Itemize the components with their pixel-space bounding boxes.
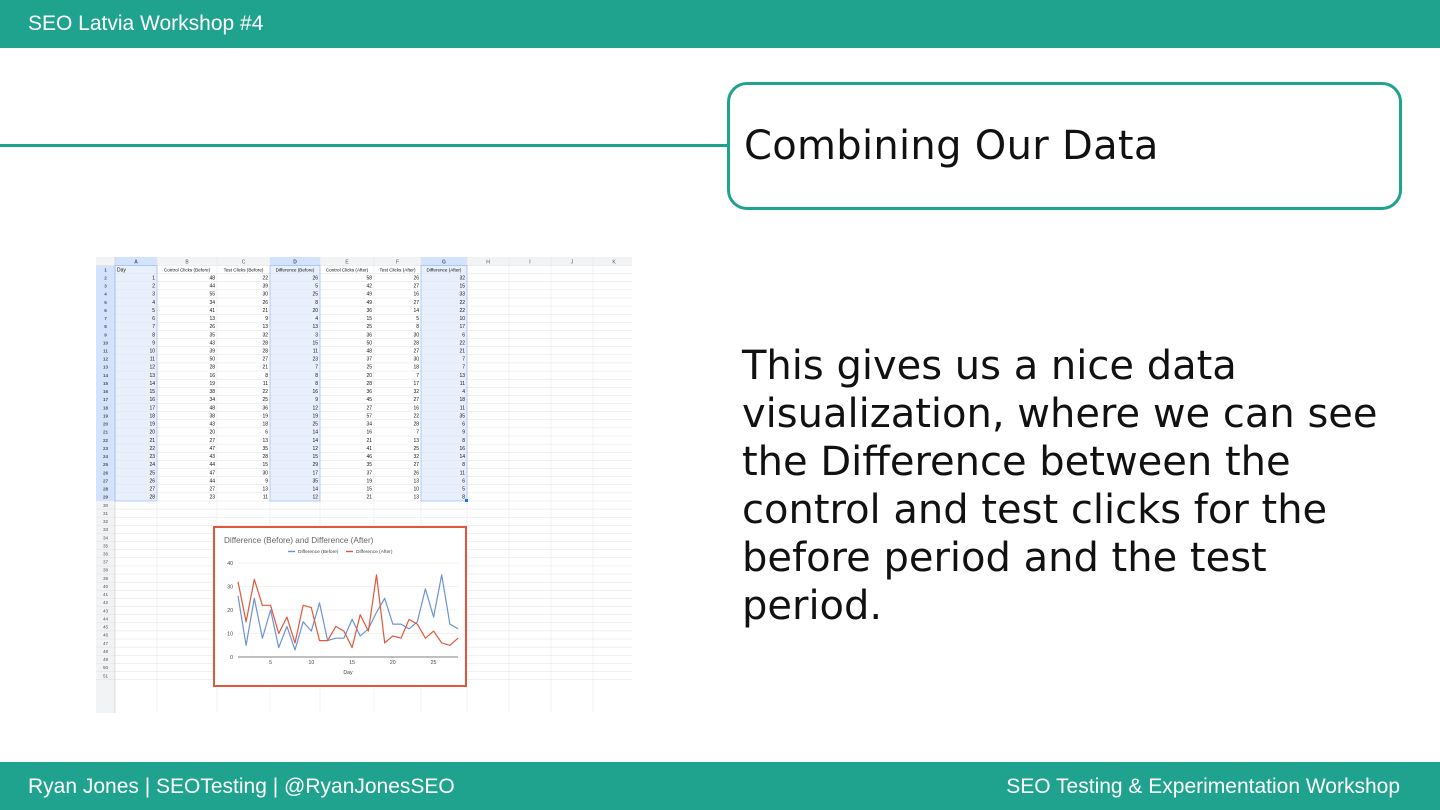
data-cell: 42 [366, 283, 372, 290]
data-cell: 27 [413, 283, 419, 290]
column-letter: E [345, 259, 349, 266]
data-cell: 11 [459, 405, 465, 412]
data-cell: 13 [149, 372, 155, 379]
data-cell: 13 [413, 478, 419, 485]
data-cell: 32 [413, 389, 419, 396]
y-tick-label: 10 [227, 631, 233, 638]
row-number: 28 [102, 486, 109, 492]
data-cell: 22 [262, 275, 268, 282]
data-cell: 55 [209, 291, 215, 298]
row-number: 32 [102, 519, 109, 525]
data-cell: 6 [462, 478, 465, 485]
row-number: 44 [102, 616, 109, 622]
data-cell: 8 [152, 332, 155, 339]
data-cell: 26 [209, 324, 215, 331]
x-axis-label: Day [343, 670, 353, 676]
data-cell: 44 [209, 283, 215, 290]
data-cell: 2 [152, 283, 155, 290]
data-cell: 23 [149, 454, 155, 461]
data-cell: 17 [149, 405, 155, 412]
data-cell: 49 [366, 291, 372, 298]
data-cell: 12 [312, 405, 318, 412]
data-cell: 7 [462, 356, 465, 363]
data-cell: 27 [209, 437, 215, 444]
row-number: 50 [102, 665, 109, 671]
data-cell: 10 [459, 316, 465, 323]
row-number: 9 [104, 332, 107, 338]
data-cell: 22 [459, 307, 465, 314]
data-cell: 28 [209, 364, 215, 371]
data-cell: 27 [413, 462, 419, 469]
data-cell: 33 [459, 291, 465, 298]
data-cell: 25 [413, 445, 419, 452]
data-cell: 22 [149, 445, 155, 452]
data-cell: 11 [262, 380, 268, 387]
data-cell: 11 [149, 356, 155, 363]
data-cell: 25 [366, 364, 372, 371]
data-cell: 17 [413, 380, 419, 387]
data-cell: 48 [366, 348, 372, 355]
data-cell: 11 [459, 380, 465, 387]
x-tick-label: 10 [308, 660, 315, 666]
header-cell: Control Clicks (Before) [163, 267, 211, 273]
data-cell: 7 [152, 324, 155, 331]
row-number: 6 [104, 307, 107, 313]
data-cell: 14 [149, 380, 155, 387]
data-cell: 15 [149, 389, 155, 396]
data-cell: 37 [366, 356, 372, 363]
data-cell: 19 [312, 413, 318, 420]
data-cell: 3 [315, 332, 318, 339]
data-cell: 10 [413, 486, 419, 493]
data-cell: 35 [312, 478, 318, 485]
row-number: 39 [102, 575, 109, 581]
chart-frame [214, 527, 466, 686]
data-cell: 9 [265, 316, 268, 323]
data-cell: 14 [312, 429, 318, 436]
data-cell: 21 [262, 307, 268, 314]
data-cell: 13 [413, 494, 419, 501]
row-number: 14 [102, 372, 109, 378]
data-cell: 8 [265, 372, 268, 379]
data-cell: 16 [312, 389, 318, 396]
row-number: 34 [102, 535, 109, 541]
data-cell: 26 [312, 275, 318, 282]
data-cell: 11 [312, 348, 318, 355]
data-cell: 22 [262, 389, 268, 396]
data-cell: 27 [262, 356, 268, 363]
chart-title: Difference (Before) and Difference (After) [224, 536, 374, 545]
data-cell: 19 [149, 421, 155, 428]
data-cell: 32 [262, 332, 268, 339]
y-tick-label: 30 [227, 584, 233, 591]
data-cell: 16 [149, 397, 155, 404]
data-cell: 15 [262, 462, 268, 469]
data-cell: 30 [262, 470, 268, 477]
row-number: 27 [102, 478, 109, 484]
data-cell: 14 [312, 486, 318, 493]
data-cell: 8 [462, 494, 465, 501]
data-cell: 47 [209, 445, 215, 452]
x-tick-label: 5 [269, 660, 273, 666]
data-cell: 17 [312, 470, 318, 477]
row-number: 46 [102, 632, 109, 638]
row-number: 17 [102, 397, 109, 403]
y-tick-label: 0 [230, 654, 233, 661]
row-number: 47 [102, 640, 109, 646]
data-cell: 8 [315, 299, 318, 306]
data-cell: 30 [413, 356, 419, 363]
data-cell: 15 [459, 283, 465, 290]
data-cell: 21 [149, 437, 155, 444]
row-number: 12 [102, 356, 109, 362]
data-cell: 11 [459, 470, 465, 477]
row-number: 3 [104, 283, 107, 289]
data-cell: 28 [262, 348, 268, 355]
x-tick-label: 15 [349, 660, 355, 666]
fill-handle [465, 499, 468, 502]
data-cell: 46 [366, 454, 372, 461]
column-letter: C [241, 259, 246, 266]
spreadsheet-svg [96, 257, 632, 713]
data-cell: 37 [366, 470, 372, 477]
row-number: 19 [102, 413, 109, 419]
data-cell: 15 [312, 340, 318, 347]
data-cell: 5 [315, 283, 318, 290]
footer-bar [0, 762, 1440, 810]
legend-label-before: Difference (Before) [298, 550, 339, 555]
header-cell: Day [117, 267, 126, 274]
row-number: 23 [102, 445, 109, 451]
data-cell: 7 [416, 429, 419, 436]
row-number: 25 [102, 462, 109, 468]
spreadsheet-screenshot [96, 257, 632, 713]
data-cell: 9 [152, 340, 155, 347]
header-cell: Difference (Before) [275, 267, 315, 273]
y-tick-label: 20 [227, 607, 233, 614]
column-letter: K [612, 259, 616, 266]
data-cell: 13 [459, 372, 465, 379]
data-cell: 9 [265, 478, 268, 485]
row-number: 16 [102, 389, 109, 395]
data-cell: 13 [312, 324, 318, 331]
row-number: 26 [102, 470, 109, 476]
data-cell: 41 [209, 307, 215, 314]
data-cell: 28 [262, 454, 268, 461]
row-number: 8 [104, 324, 107, 330]
header-bar [0, 0, 1440, 48]
header-title: SEO Latvia Workshop #4 [28, 12, 264, 35]
data-cell: 6 [462, 332, 465, 339]
data-cell: 34 [209, 397, 215, 404]
data-cell: 44 [209, 478, 215, 485]
data-cell: 8 [315, 372, 318, 379]
data-cell: 28 [413, 340, 419, 347]
data-cell: 7 [315, 364, 318, 371]
data-cell: 10 [149, 348, 155, 355]
data-cell: 28 [413, 421, 419, 428]
data-cell: 7 [416, 372, 419, 379]
data-cell: 18 [262, 421, 268, 428]
row-number: 1 [104, 267, 107, 273]
data-cell: 49 [366, 299, 372, 306]
data-cell: 27 [366, 405, 372, 412]
row-number: 51 [102, 673, 109, 679]
row-number: 42 [102, 600, 109, 606]
data-cell: 9 [462, 429, 465, 436]
data-cell: 11 [262, 494, 268, 501]
data-cell: 1 [152, 275, 155, 282]
row-number: 33 [102, 527, 109, 533]
data-cell: 6 [462, 421, 465, 428]
row-number: 43 [102, 608, 109, 614]
column-letter: H [486, 259, 490, 266]
data-cell: 27 [413, 348, 419, 355]
data-cell: 16 [209, 372, 215, 379]
row-number: 31 [102, 510, 109, 516]
data-cell: 44 [209, 462, 215, 469]
data-cell: 25 [149, 470, 155, 477]
column-letter: J [570, 259, 574, 266]
data-cell: 20 [312, 307, 318, 314]
data-cell: 32 [413, 454, 419, 461]
data-cell: 18 [413, 364, 419, 371]
data-cell: 28 [149, 494, 155, 501]
data-cell: 15 [312, 454, 318, 461]
data-cell: 24 [149, 462, 155, 469]
data-cell: 34 [366, 421, 372, 428]
row-number: 10 [102, 340, 109, 346]
row-number: 21 [102, 429, 109, 435]
data-cell: 29 [312, 462, 318, 469]
data-cell: 22 [459, 340, 465, 347]
data-cell: 36 [366, 389, 372, 396]
data-cell: 4 [152, 299, 155, 306]
column-letter: F [395, 259, 400, 266]
data-cell: 5 [152, 307, 155, 314]
data-cell: 25 [312, 421, 318, 428]
data-cell: 13 [262, 324, 268, 331]
row-number: 30 [102, 502, 109, 508]
row-number: 40 [102, 583, 109, 589]
data-cell: 16 [413, 291, 419, 298]
header-cell: Difference (After) [426, 267, 462, 273]
header-cell: Test Clicks (Before) [223, 267, 264, 273]
footer-author: Ryan Jones | SEOTesting | @RyanJonesSEO [28, 775, 455, 798]
data-cell: 4 [462, 389, 465, 396]
row-number: 45 [102, 624, 109, 630]
column-letter: B [185, 259, 189, 266]
data-cell: 36 [366, 307, 372, 314]
row-number: 36 [102, 551, 109, 557]
data-cell: 28 [262, 340, 268, 347]
data-cell: 50 [209, 356, 215, 363]
data-cell: 20 [366, 372, 372, 379]
data-cell: 14 [312, 437, 318, 444]
row-number: 41 [102, 592, 109, 598]
data-cell: 5 [416, 316, 419, 323]
row-number: 22 [102, 437, 109, 443]
data-cell: 13 [262, 437, 268, 444]
data-cell: 5 [462, 486, 465, 493]
data-cell: 21 [459, 348, 465, 355]
column-letter: A [134, 259, 138, 266]
row-number: 38 [102, 567, 109, 573]
data-cell: 36 [366, 332, 372, 339]
data-cell: 20 [209, 429, 215, 436]
data-cell: 27 [209, 486, 215, 493]
data-cell: 6 [152, 316, 155, 323]
data-cell: 25 [366, 324, 372, 331]
data-cell: 9 [315, 397, 318, 404]
data-cell: 7 [462, 364, 465, 371]
header-cell: Test Clicks (After) [379, 267, 416, 273]
data-cell: 12 [149, 364, 155, 371]
data-cell: 36 [262, 405, 268, 412]
column-letter: I [529, 259, 531, 266]
row-number: 20 [102, 421, 109, 427]
row-number: 15 [102, 380, 109, 386]
row-number: 35 [102, 543, 109, 549]
data-cell: 19 [209, 380, 215, 387]
data-cell: 32 [459, 275, 465, 282]
row-number: 29 [102, 494, 109, 500]
data-cell: 58 [366, 275, 372, 282]
data-cell: 13 [262, 486, 268, 493]
data-cell: 4 [315, 316, 318, 323]
data-cell: 41 [366, 445, 372, 452]
data-cell: 35 [366, 462, 372, 469]
data-cell: 21 [366, 437, 372, 444]
data-cell: 43 [209, 421, 215, 428]
data-cell: 12 [312, 445, 318, 452]
data-cell: 26 [413, 275, 419, 282]
row-number: 7 [104, 316, 107, 322]
data-cell: 14 [413, 307, 419, 314]
row-number: 5 [104, 299, 107, 305]
data-cell: 13 [413, 437, 419, 444]
data-cell: 15 [366, 486, 372, 493]
x-tick-label: 20 [389, 660, 396, 666]
slide-body-text: This gives us a nice data visualization, where we can see the Difference between the control and test clicks for the before period and the test period. [742, 343, 1378, 629]
data-cell: 50 [366, 340, 372, 347]
data-cell: 26 [262, 299, 268, 306]
row-number: 11 [103, 348, 108, 354]
data-cell: 8 [416, 324, 419, 331]
data-cell: 19 [262, 413, 268, 420]
data-cell: 12 [312, 494, 318, 501]
data-cell: 35 [459, 413, 465, 420]
data-cell: 47 [209, 470, 215, 477]
data-cell: 43 [209, 340, 215, 347]
data-cell: 27 [149, 486, 155, 493]
data-cell: 48 [209, 405, 215, 412]
data-cell: 26 [413, 470, 419, 477]
data-cell: 26 [149, 478, 155, 485]
data-cell: 3 [152, 291, 155, 298]
data-cell: 27 [413, 299, 419, 306]
data-cell: 8 [315, 380, 318, 387]
data-cell: 19 [366, 478, 372, 485]
data-cell: 57 [366, 413, 372, 420]
header-cell: Control Clicks (After) [325, 267, 369, 273]
data-cell: 8 [462, 437, 465, 444]
data-cell: 16 [459, 445, 465, 452]
row-number: 13 [102, 364, 109, 370]
data-cell: 21 [262, 364, 268, 371]
row-number: 24 [102, 454, 109, 460]
data-cell: 15 [366, 316, 372, 323]
data-cell: 21 [366, 494, 372, 501]
data-cell: 43 [209, 454, 215, 461]
data-cell: 20 [149, 429, 155, 436]
data-cell: 8 [462, 462, 465, 469]
row-number: 37 [102, 559, 109, 565]
data-cell: 17 [459, 324, 465, 331]
row-number: 2 [104, 275, 107, 281]
data-cell: 35 [209, 332, 215, 339]
data-cell: 6 [265, 429, 268, 436]
column-header-bg [96, 257, 632, 266]
legend-label-after: Difference (After) [356, 550, 393, 555]
data-cell: 25 [312, 291, 318, 298]
data-cell: 23 [312, 356, 318, 363]
data-cell: 23 [209, 494, 215, 501]
slide-title: Combining Our Data [744, 123, 1159, 169]
data-cell: 38 [209, 389, 215, 396]
data-cell: 13 [209, 316, 215, 323]
data-cell: 18 [149, 413, 155, 420]
title-connector-line [0, 144, 730, 147]
data-cell: 34 [209, 299, 215, 306]
y-tick-label: 40 [227, 560, 233, 567]
x-tick-label: 25 [430, 660, 437, 666]
data-cell: 38 [209, 413, 215, 420]
column-letter: G [442, 259, 446, 266]
data-cell: 16 [366, 429, 372, 436]
footer-workshop: SEO Testing & Experimentation Workshop [1006, 775, 1400, 798]
data-cell: 28 [366, 380, 372, 387]
data-cell: 27 [413, 397, 419, 404]
data-cell: 16 [413, 405, 419, 412]
data-cell: 22 [459, 299, 465, 306]
data-cell: 18 [459, 397, 465, 404]
column-letter: D [293, 259, 297, 266]
slide-title-box [727, 82, 1402, 210]
data-cell: 30 [262, 291, 268, 298]
data-cell: 45 [366, 397, 372, 404]
data-cell: 30 [413, 332, 419, 339]
data-cell: 35 [262, 445, 268, 452]
row-number: 18 [102, 405, 109, 411]
row-number: 48 [102, 648, 109, 654]
data-cell: 48 [209, 275, 215, 282]
data-cell: 25 [262, 397, 268, 404]
data-cell: 39 [209, 348, 215, 355]
data-cell: 22 [413, 413, 419, 420]
data-cell: 39 [262, 283, 268, 290]
row-number: 4 [104, 291, 107, 297]
row-number: 49 [102, 657, 109, 663]
data-cell: 14 [459, 454, 465, 461]
